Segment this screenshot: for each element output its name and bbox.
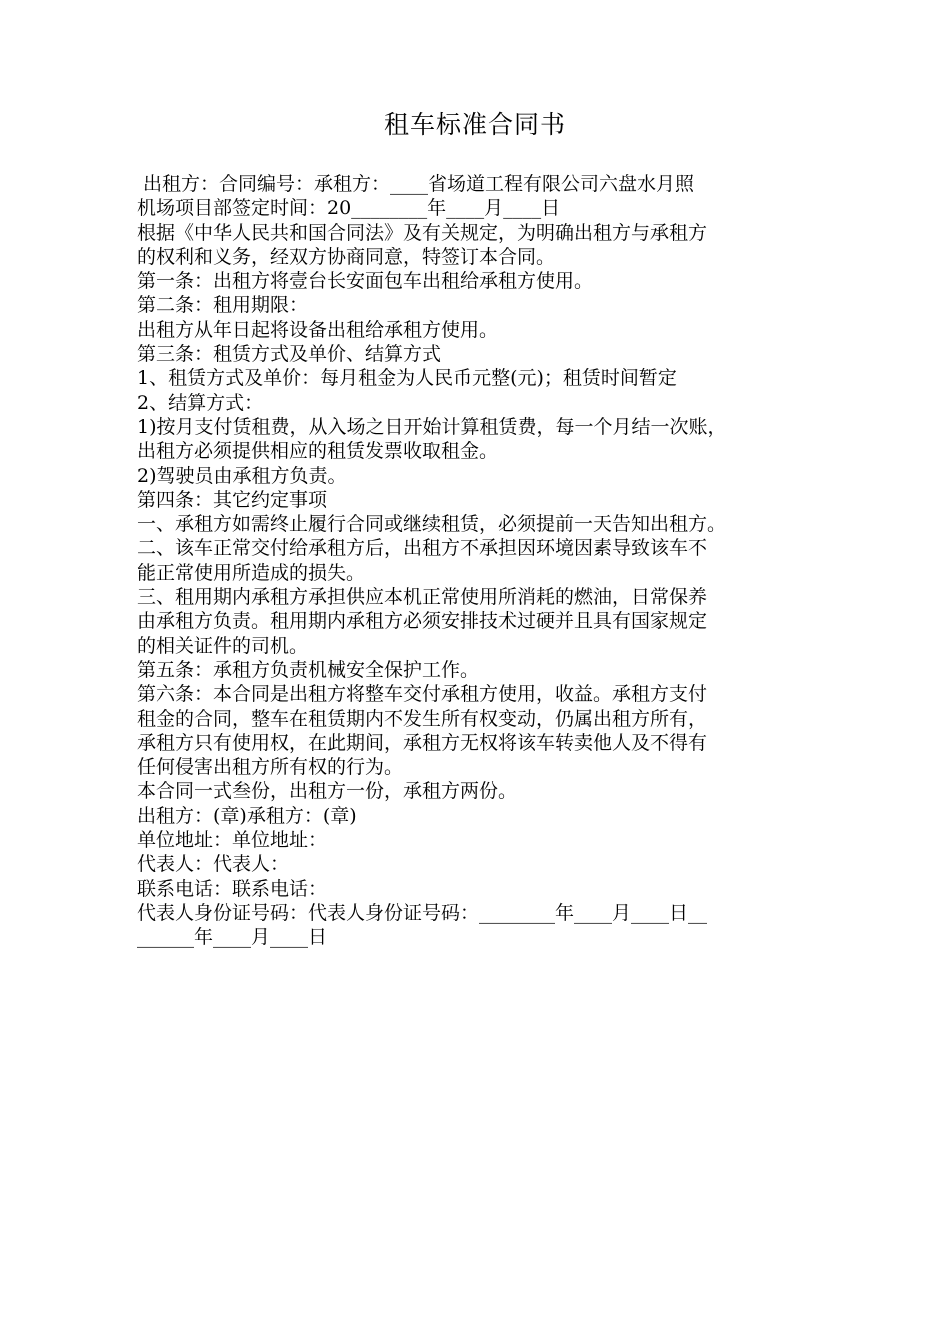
- contract-line: 2、结算方式：: [137, 391, 264, 414]
- contract-line: 出租方：(章)承租方：(章): [137, 804, 357, 827]
- contract-line: 三、租用期内承租方承担供应本机正常使用所消耗的燃油，日常保养: [137, 586, 708, 609]
- contract-line: 的权利和义务，经双方协商同意，特签订本合同。: [137, 245, 556, 268]
- contract-line: 联系电话：联系电话：: [137, 877, 328, 900]
- contract-line: 1、租赁方式及单价：每月租金为人民币元整(元)；租赁时间暂定: [137, 367, 677, 390]
- contract-line: 本合同一式叁份，出租方一份，承租方两份。: [137, 780, 518, 803]
- contract-line: 二、该车正常交付给承租方后，出租方不承担因环境因素导致该车不: [137, 537, 708, 560]
- contract-line: 第六条：本合同是出租方将整车交付承租方使用，收益。承租方支付: [137, 683, 708, 706]
- contract-line: 出租方：合同编号：承租方：____省场道工程有限公司六盘水月照: [137, 173, 695, 195]
- contract-line: 第四条：其它约定事项: [137, 488, 328, 511]
- contract-line: 机场项目部签定时间：20________年____月____日: [137, 197, 561, 220]
- contract-line: 第二条：租用期限：: [137, 294, 309, 317]
- contract-line: 能正常使用所造成的损失。: [137, 561, 366, 584]
- contract-body: [137, 172, 827, 950]
- contract-line: ______年____月____日: [137, 926, 328, 949]
- contract-line: 代表人身份证号码：代表人身份证号码：________年____月____日__: [137, 901, 708, 924]
- contract-line: 出租方从年日起将设备出租给承租方使用。: [137, 318, 499, 341]
- contract-line: 根据《中华人民共和国合同法》及有关规定，为明确出租方与承租方: [137, 221, 708, 244]
- contract-line: 的相关证件的司机。: [137, 634, 309, 657]
- contract-line: 由承租方负责。租用期内承租方必须安排技术过硬并且具有国家规定: [137, 610, 708, 633]
- contract-line: 承租方只有使用权，在此期间，承租方无权将该车转卖他人及不得有: [137, 731, 708, 754]
- contract-line: 第一条：出租方将壹台长安面包车出租给承租方使用。: [137, 270, 594, 293]
- contract-line: 任何侵害出租方所有权的行为。: [137, 756, 404, 779]
- contract-line: 第五条：承租方负责机械安全保护工作。: [137, 658, 480, 681]
- contract-line: 一、承租方如需终止履行合同或继续租赁，必须提前一天告知出租方。: [137, 513, 727, 536]
- contract-line: 单位地址：单位地址：: [137, 829, 328, 852]
- contract-line: 出租方必须提供相应的租赁发票收取租金。: [137, 440, 499, 463]
- contract-line: 租金的合同，整车在租赁期内不发生所有权变动，仍属出租方所有，: [137, 707, 708, 730]
- contract-line: 2)驾驶员由承租方负责。: [137, 464, 347, 487]
- contract-line: 代表人：代表人：: [137, 853, 290, 876]
- contract-line: 第三条：租赁方式及单价、结算方式: [137, 343, 442, 366]
- contract-line: 1)按月支付赁租费，从入场之日开始计算租赁费，每一个月结一次账，: [137, 415, 727, 438]
- document-title: 租车标准合同书: [383, 110, 566, 139]
